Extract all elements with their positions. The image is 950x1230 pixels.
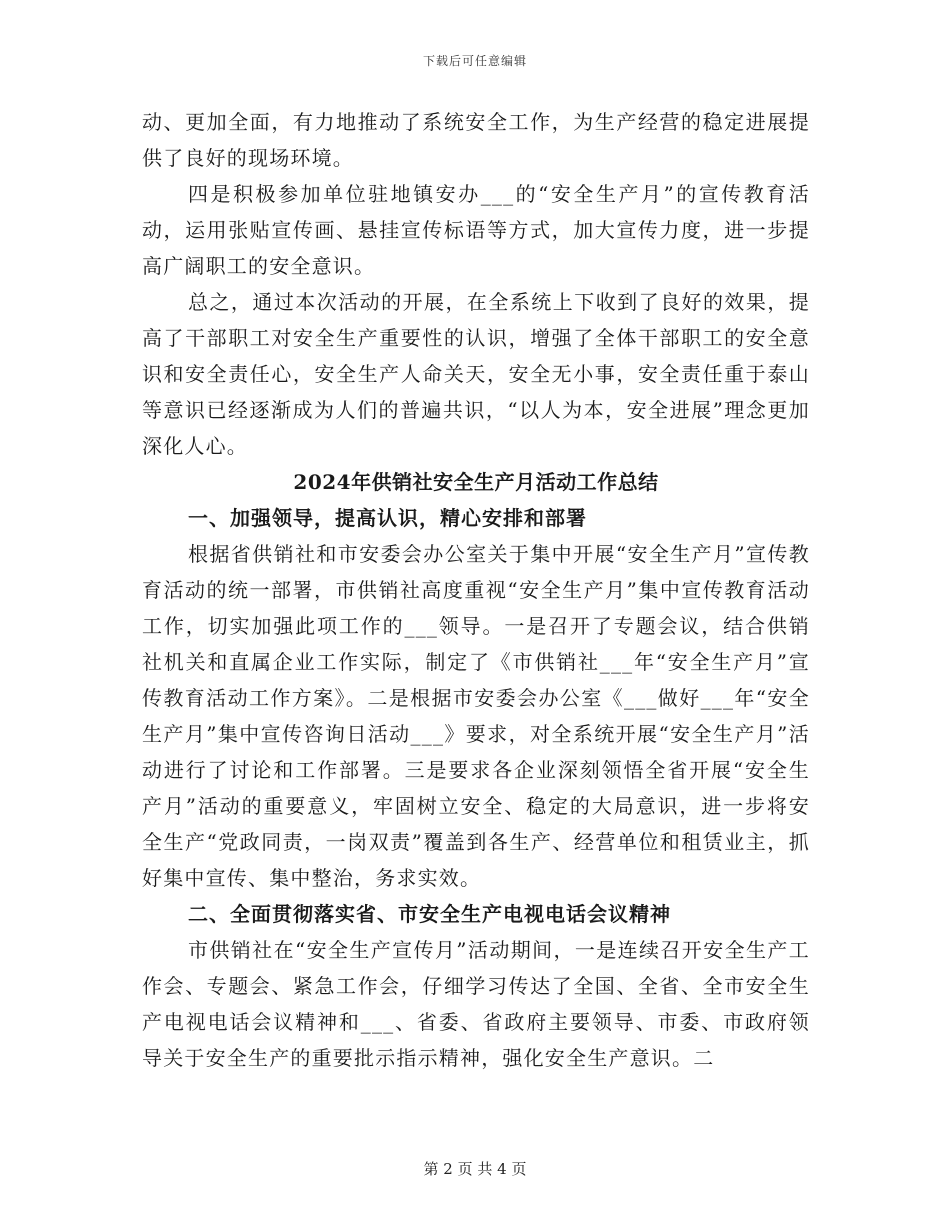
section-heading-1: 一、加强领导，提高认识，精心安排和部署	[188, 506, 587, 530]
paragraph-summary: 总之，通过本次活动的开展，在全系统上下收到了良好的效果，提高了干部职工对安全生产重要性的认识，增强了全体干部职工的安全意识和安全责任心，安全生产人命关天，安全无小事，安全责任重于泰山等意识已经逐渐成为人们的普遍共识，“以人为本，安全进展”理念更加深化人心。	[142, 290, 810, 458]
page-footer: 第 2 页 共 4 页	[423, 1160, 527, 1178]
paragraph-continued: 动、更加全面，有力地推动了系统安全工作，为生产经营的稳定进展提供了良好的现场环境。	[142, 110, 810, 170]
section-body-1: 根据省供销社和市安委会办公室关于集中开展“安全生产月”宣传教育活动的统一部署，市供销社高度重视“安全生产月”集中宣传教育活动工作，切实加强此项工作的___领导。一是召开了专题会议，结合供销社机关和直属企业工作实际，制定了《市供销社___年“安全生产月”宣传教育活动工作方案》。二是根据市安委会办公室《___做好___年“安全生产月”集中宣传咨询日活动___》要求，对全系统开展“安全生产月”活动进行了讨论和工作部署。三是要求各企业深刻领悟全省开展“安全生产月”活动的重要意义，牢固树立安全、稳定的大局意识，进一步将安全生产“党政同责，一岗双责”覆盖到各生产、经营单位和租赁业主，抓好集中宣传、集中整治，务求实效。	[142, 542, 810, 890]
document-body	[142, 104, 810, 1076]
document-title: 2024年供销社安全生产月活动工作总结	[293, 470, 659, 494]
page-header: 下载后可任意编辑	[422, 54, 527, 68]
section-body-2: 市供销社在“安全生产宣传月”活动期间，一是连续召开安全生产工作会、专题会、紧急工作会，仔细学习传达了全国、全省、全市安全生产电视电话会议精神和___、省委、省政府主要领导、市委、市政府领导关于安全生产的重要批示指示精神，强化安全生产意识。二	[142, 938, 810, 1070]
section-heading-2: 二、全面贯彻落实省、市安全生产电视电话会议精神	[188, 902, 671, 926]
paragraph-item-four: 四是积极参加单位驻地镇安办___的“安全生产月”的宣传教育活动，运用张贴宣传画、悬挂宣传标语等方式，加大宣传力度，进一步提高广阔职工的安全意识。	[142, 182, 810, 278]
